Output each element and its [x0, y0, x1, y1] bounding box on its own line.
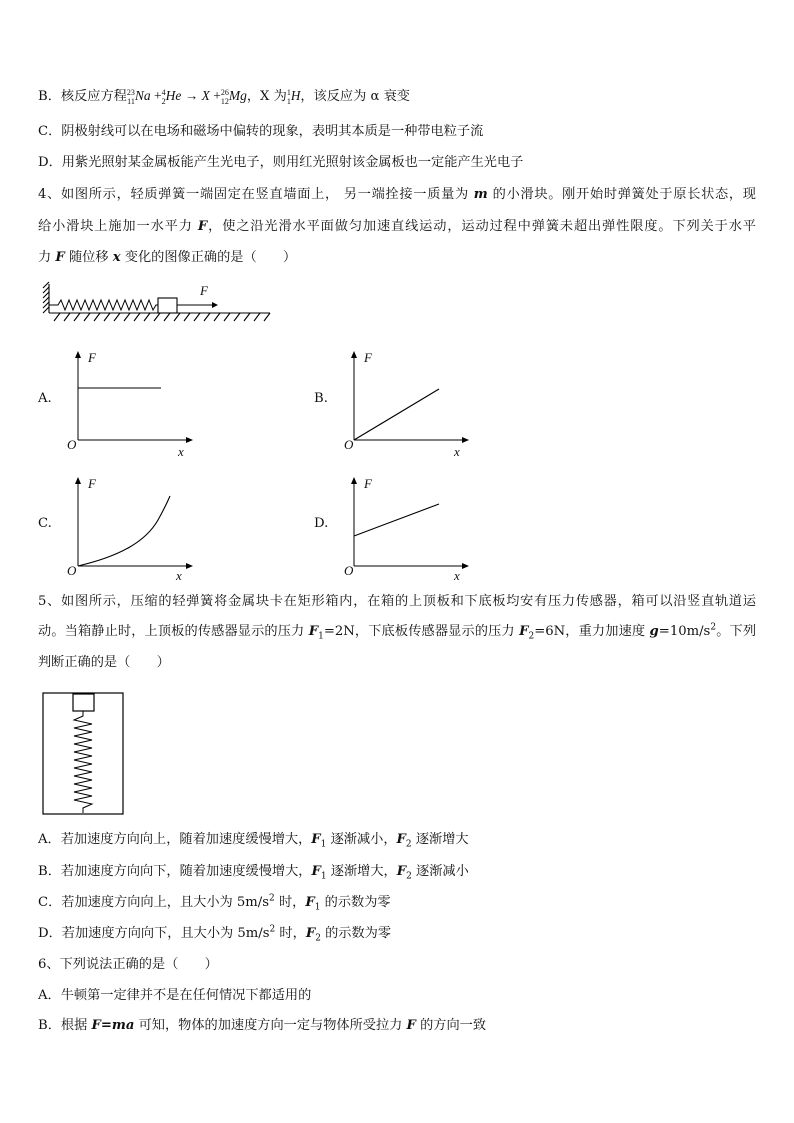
spring-coil	[49, 300, 158, 310]
graph-a-f-label: F	[88, 350, 96, 365]
f1-symbol: F	[305, 895, 315, 910]
q4-stem-line2	[38, 217, 756, 237]
nuclear-equation	[126, 87, 247, 106]
metal-block	[73, 694, 94, 711]
q5-text: 逐渐减小	[416, 864, 469, 879]
graph-b-y-arrow	[351, 351, 357, 358]
force-symbol: F	[406, 1018, 416, 1033]
newton-equation: F=ma	[91, 1018, 135, 1033]
he-atomic-number: 2	[161, 96, 166, 106]
graph-a-x-label: x	[178, 444, 184, 459]
na-atomic-number: 11	[127, 96, 135, 106]
graph-d	[342, 476, 472, 586]
q6-option-a: A．牛顿第一定律并不是在任何情况下都适用的	[38, 988, 312, 1003]
graph-c-x-label: x	[176, 568, 182, 583]
na-symbol: Na	[134, 88, 151, 103]
q4-text: 随位移	[64, 250, 113, 265]
q5-text: B．若加速度方向向下，随着加速度缓慢增大，	[38, 864, 312, 879]
q5-text: 时，	[274, 895, 306, 910]
q6-text: 可知，物体的加速度方向一定与物体所受拉力	[134, 1018, 407, 1033]
q4-text: 力	[38, 250, 56, 265]
force-symbol: F	[55, 250, 65, 265]
graph-c-x-arrow	[186, 563, 193, 569]
q5-text: 的示数为零	[320, 895, 391, 910]
q4-text: 给小滑块上施加一水平力	[38, 219, 198, 234]
f2-symbol: F	[396, 832, 406, 847]
q3-option-b-mid: ，X 为	[246, 89, 287, 104]
plus-sign: +	[213, 88, 221, 103]
mg-mass-number: 26	[220, 87, 229, 97]
f1-symbol: F	[311, 864, 321, 879]
force-symbol: F	[197, 219, 208, 234]
sliding-block	[158, 298, 177, 313]
q5-text: 逐渐增大，	[330, 864, 397, 879]
q5-stem-line2	[38, 622, 756, 642]
unit-superscript: 2	[269, 924, 276, 935]
subscript: 1	[320, 871, 327, 882]
q4-text: 变化的图像正确的是（ ）	[120, 250, 297, 265]
option-a-label: A.	[38, 391, 52, 406]
mass-symbol: m	[473, 187, 488, 202]
force-arrow-head	[212, 302, 218, 308]
subscript: 1	[320, 839, 327, 850]
graph-d-y-arrow	[351, 477, 357, 484]
q5-option-d	[38, 924, 391, 944]
x-symbol: X	[201, 88, 210, 103]
unit-superscript: 2	[269, 893, 275, 904]
q3-option-c: C．阴极射线可以在电场和磁场中偏转的现象，表明其本质是一种带电粒子流	[38, 124, 484, 139]
na-mass-number: 23	[126, 87, 135, 97]
f1-subscript: 1	[318, 631, 324, 642]
mg-symbol: Mg	[228, 88, 247, 103]
f2-symbol: F	[519, 624, 529, 639]
graph-d-curve	[354, 504, 439, 536]
graph-b-f-label: F	[364, 350, 372, 365]
q5-text: 动。当箱静止时，上顶板的传感器显示的压力	[38, 624, 309, 639]
graph-a-origin: O	[67, 437, 77, 452]
he-mass-number: 4	[161, 87, 166, 97]
q4-text: 4、如图所示，轻质弹簧一端固定在竖直墙面上， 另一端拴接一质量为	[38, 187, 474, 202]
graph-b	[342, 350, 472, 460]
q5-text: 时，	[275, 926, 306, 941]
subscript: 1	[314, 902, 321, 913]
q5-text: A．若加速度方向向上，随着加速度缓慢增大，	[38, 832, 312, 847]
q5-text: 逐渐减小，	[330, 832, 397, 847]
q4-text: 的小滑块。刚开始时弹簧处于原长状态，现	[487, 187, 756, 202]
q5-text: C．若加速度方向向上，且大小为 5m/s	[38, 895, 270, 910]
q3-option-d: D．用紫光照射某金属板能产生光电子，则用红光照射该金属板也一定能产生光电子	[38, 155, 524, 170]
q3-option-b-prefix: B．核反应方程	[38, 89, 127, 104]
q5-text: =2N，下底板传感器显示的压力	[323, 624, 520, 639]
q5-text: 的示数为零	[320, 926, 392, 941]
graph-d-x-label: x	[454, 568, 460, 583]
plus-sign: +	[153, 88, 162, 103]
option-b-label: B.	[314, 391, 328, 406]
f2-symbol: F	[396, 864, 407, 879]
graph-d-origin: O	[344, 563, 354, 578]
mg-atomic-number: 12	[220, 96, 229, 106]
q5-text: 逐渐增大	[415, 832, 469, 847]
unit-superscript: 2	[710, 622, 717, 633]
graph-a	[66, 350, 196, 460]
q4-text: ，使之沿光滑水平面做匀加速直线运动，运动过程中弹簧未超出弹性限度。下列关于水平	[207, 219, 756, 234]
graph-b-x-label: x	[454, 444, 460, 459]
graph-c-y-arrow	[75, 477, 81, 484]
graph-c-origin: O	[67, 563, 77, 578]
q5-text: =10m/s	[658, 624, 711, 639]
graph-a-y-arrow	[75, 351, 81, 358]
q4-stem-line3	[38, 248, 296, 268]
q6-text: 的方向一致	[415, 1018, 487, 1033]
f2-subscript: 2	[528, 631, 535, 642]
h-mass-number: 1	[286, 87, 291, 97]
q3-option-b-suffix: ，该反应为 α 衰变	[300, 89, 410, 104]
q5-option-c	[38, 893, 391, 913]
f1-symbol: F	[311, 832, 321, 847]
g-symbol: g	[649, 624, 659, 639]
graph-c-curve	[78, 496, 170, 566]
subscript: 2	[406, 871, 412, 882]
h-atomic-number: 1	[286, 96, 291, 106]
subscript: 2	[405, 839, 412, 850]
option-c-label: C.	[38, 516, 52, 531]
f1-symbol: F	[308, 624, 319, 639]
graph-b-origin: O	[344, 437, 354, 452]
graph-a-x-arrow	[186, 437, 193, 443]
graph-c-f-label: F	[88, 476, 96, 491]
q5-text: 。下列	[716, 624, 757, 639]
graph-d-f-label: F	[364, 476, 372, 491]
subscript: 2	[315, 933, 321, 944]
q5-text: D．若加速度方向向下，且大小为 5m/s	[38, 926, 270, 941]
graph-d-x-arrow	[462, 563, 469, 569]
q6-text: B．根据	[38, 1018, 92, 1033]
graph-b-curve	[354, 389, 439, 440]
box-spring-figure	[42, 692, 124, 816]
spring-block-figure	[40, 280, 276, 324]
q6-option-b	[38, 1016, 486, 1036]
q3-option-b	[38, 86, 410, 107]
q4-stem-line1	[38, 185, 756, 205]
h-symbol: H	[290, 88, 301, 103]
option-d-label: D.	[314, 516, 329, 531]
f2-symbol: F	[305, 926, 316, 941]
q5-stem-line1: 5、如图所示，压缩的轻弹簧将金属块卡在矩形箱内，在箱的上顶板和下底板均安有压力传感器，箱可以沿竖直轨道运	[38, 594, 756, 609]
q5-stem-line3: 判断正确的是（ ）	[38, 655, 170, 670]
figure-force-label: F	[200, 283, 208, 298]
q6-stem: 6、下列说法正确的是（ ）	[38, 957, 218, 972]
arrow-symbol: →	[184, 88, 199, 103]
q5-option-a	[38, 830, 469, 850]
graph-b-x-arrow	[462, 437, 469, 443]
q5-text: =6N，重力加速度	[534, 624, 650, 639]
he-symbol: He	[165, 88, 182, 103]
displacement-symbol: x	[112, 250, 121, 265]
q5-option-b	[38, 862, 469, 882]
